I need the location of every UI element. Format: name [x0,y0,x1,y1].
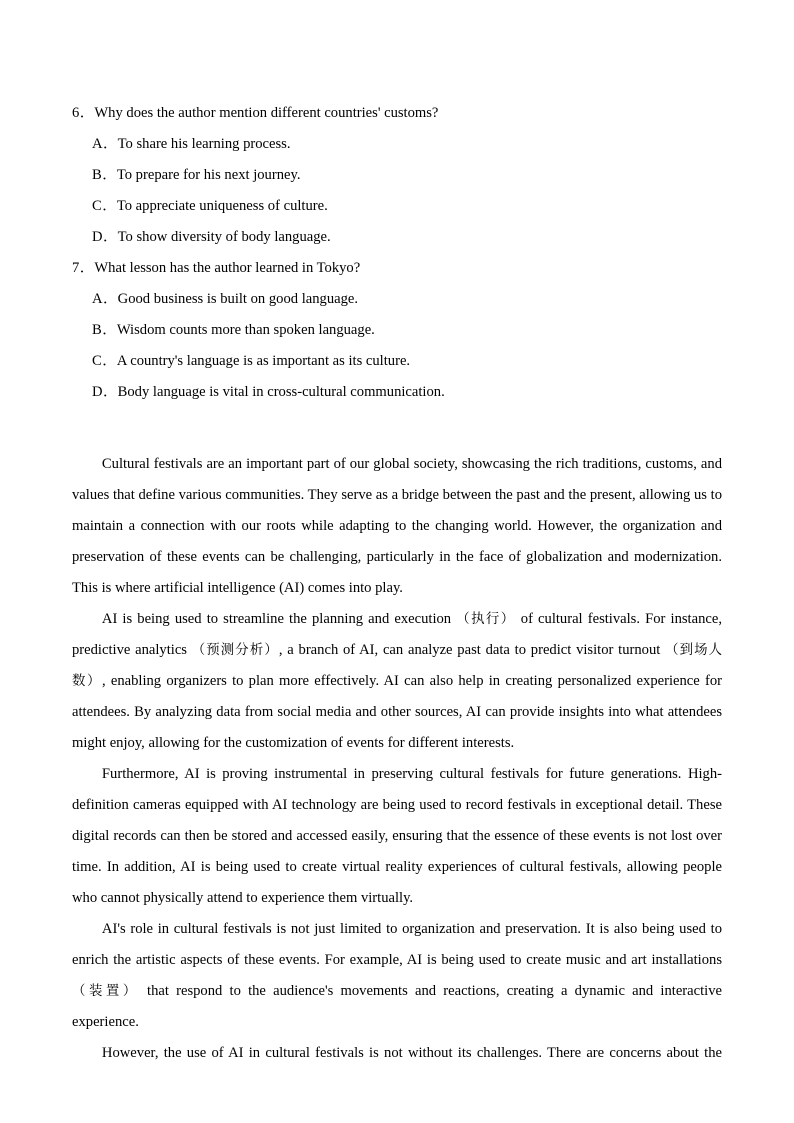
option-6-b[interactable] [72,160,722,191]
option-separator-6-b: ． [102,167,117,183]
option-7-c[interactable] [72,346,722,377]
option-7-a[interactable] [72,284,722,315]
question-block-7 [72,253,722,408]
option-letter-6-d: D [92,229,104,245]
chinese-gloss-installations: （装置） [72,984,140,999]
passage-segment: , enabling organizers to plan more effectively. AI can also help in creating personalized experience for attendees. By analyzing data from social media and other sources, AI can provide insights into what attendees might enjoy, allowing for the customization of events for different interests. [72,673,722,751]
question-stem-6 [72,98,722,129]
option-letter-7-b: B [92,322,103,338]
option-separator-6-c: ． [102,198,117,214]
question-separator-7: ． [79,260,95,276]
option-text-7-d: Body language is vital in cross-cultural communication. [117,384,445,400]
question-number-6: 6 [72,105,80,121]
passage-segment: AI's role in cultural festivals is not just limited to organization and preservation. It is also being used to enrich the artistic aspects of these events. For example, AI is being used to create music and art installations [72,921,722,968]
passage-paragraph-3: Furthermore, AI is proving instrumental in preserving cultural festivals for future generations. High-definition cameras equipped with AI technology are being used to record festivals in exceptional detail. These digital records can then be stored and accessed easily, ensuring that the essence of these events is not lost over time. In addition, AI is being used to create virtual reality experiences of cultural festivals, allowing people who cannot physically attend to experience them virtually. [72,766,722,906]
option-text-7-b: Wisdom counts more than spoken language. [116,322,375,338]
chinese-gloss-predictive-analytics: （预测分析） [191,643,279,658]
passage-segment: AI is being used to streamline the planning and execution [101,611,457,627]
option-letter-7-c: C [92,353,103,369]
option-7-b[interactable] [72,315,722,346]
passage-segment: that respond to the audience's movements and reactions, creating a dynamic and interactive experience. [72,983,723,1030]
option-text-6-a: To share his learning process. [117,136,291,152]
question-text-7: What lesson has the author learned in Tokyo? [94,260,361,276]
option-text-6-b: To prepare for his next journey. [116,167,301,183]
option-text-7-c: A country's language is as important as its culture. [116,353,411,369]
chinese-gloss-execution: （执行） [456,612,516,627]
option-separator-7-b: ． [102,322,117,338]
passage-paragraph-4 [72,914,722,1038]
option-letter-6-b: B [92,167,103,183]
option-text-6-d: To show diversity of body language. [117,229,331,245]
question-number-7: 7 [72,260,80,276]
passage-segment: , a branch of AI, can analyze past data to predict visitor turnout [278,642,666,658]
question-text-6: Why does the author mention different countries' customs? [94,105,439,121]
option-separator-6-a: ． [103,136,118,152]
question-stem-7 [72,253,722,284]
question-separator-6: ． [79,105,95,121]
option-letter-7-a: A [92,291,104,307]
option-separator-7-d: ． [103,384,118,400]
question-block-6 [72,98,722,253]
option-separator-7-c: ． [102,353,117,369]
option-text-6-c: To appreciate uniqueness of culture. [116,198,328,214]
option-letter-6-c: C [92,198,103,214]
passage-paragraph-1: Cultural festivals are an important part of our global society, showcasing the rich traditions, customs, and values that define various communities. They serve as a bridge between the past and the present, allowing us to maintain a connection with our roots while adapting to the changing world. However, the organization and preservation of these events can be challenging, particularly in the face of globalization and modernization. This is where artificial intelligence (AI) comes into play. [72,456,722,596]
passage-paragraph-2 [72,604,722,759]
option-separator-7-a: ． [103,291,118,307]
reading-passage [72,449,722,1069]
chinese-gloss-turnout: （到场人数） [72,643,723,689]
option-6-a[interactable] [72,129,722,160]
option-text-7-a: Good business is built on good language. [117,291,359,307]
option-6-d[interactable] [72,222,722,253]
option-letter-7-d: D [92,384,104,400]
passage-segment: of cultural festivals. For instance, predictive analytics [72,611,722,658]
option-6-c[interactable] [72,191,722,222]
passage-paragraph-5-truncated: However, the use of AI in cultural festivals is not without its challenges. There are concerns about the [101,1045,722,1061]
option-7-d[interactable] [72,377,722,408]
page-content [72,98,722,1069]
option-letter-6-a: A [92,136,104,152]
option-separator-6-d: ． [103,229,118,245]
